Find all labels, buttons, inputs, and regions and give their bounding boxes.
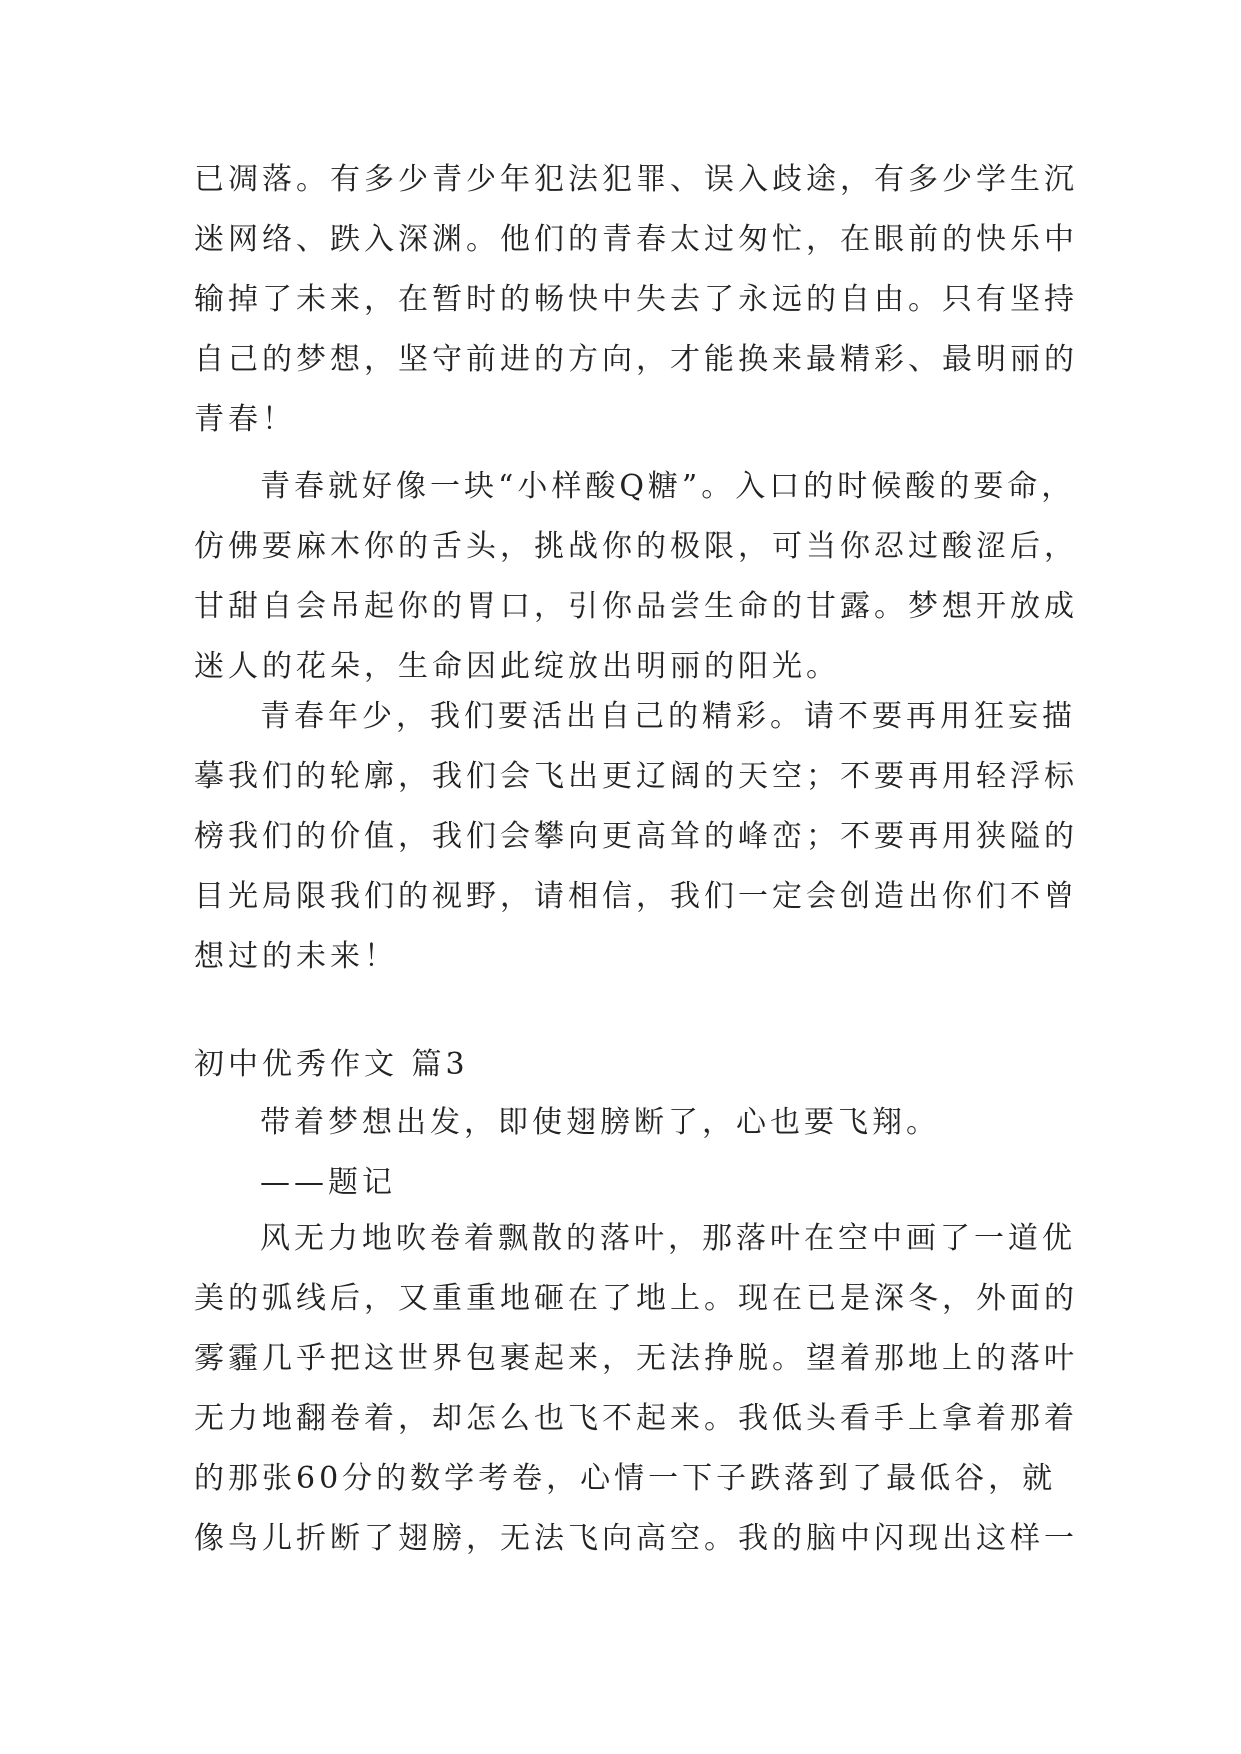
paragraph-continuation bbox=[194, 150, 1078, 450]
text-line: 青春年少，我们要活出自己的精彩。请不要再用狂妄描 bbox=[260, 699, 1076, 734]
text-line: 风无力地吹卷着飘散的落叶，那落叶在空中画了一道优 bbox=[260, 1221, 1076, 1256]
epigraph bbox=[194, 1093, 1054, 1213]
text-line: 仿佛要麻木你的舌头，挑战你的极限，可当你忍过酸涩后， bbox=[194, 529, 1078, 564]
text-line: 像鸟儿折断了翅膀，无法飞向高空。我的脑中闪现出这样一 bbox=[194, 1521, 1078, 1556]
section-heading: 初中优秀作文 篇3 bbox=[194, 1047, 469, 1082]
text-line: 青春！ bbox=[194, 402, 296, 437]
text-line: 迷网络、跌入深渊。他们的青春太过匆忙，在眼前的快乐中 bbox=[194, 222, 1078, 257]
text-line: 无力地翻卷着，却怎么也飞不起来。我低头看手上拿着那着 bbox=[194, 1401, 1078, 1436]
text-line: 雾霾几乎把这世界包裹起来，无法挣脱。望着那地上的落叶 bbox=[194, 1341, 1078, 1376]
text-line: 输掉了未来，在暂时的畅快中失去了永远的自由。只有坚持 bbox=[194, 282, 1078, 317]
text-line: 已凋落。有多少青少年犯法犯罪、误入歧途，有多少学生沉 bbox=[194, 162, 1078, 197]
text-line: 榜我们的价值，我们会攀向更高耸的峰峦；不要再用狭隘的 bbox=[194, 819, 1078, 854]
epigraph-attribution: ——题记 bbox=[260, 1165, 396, 1200]
text-line: 自己的梦想，坚守前进的方向，才能换来最精彩、最明丽的 bbox=[194, 342, 1078, 377]
text-line: 想过的未来！ bbox=[194, 939, 398, 974]
paragraph-youth bbox=[194, 687, 1078, 987]
text-line: 迷人的花朵，生命因此绽放出明丽的阳光。 bbox=[194, 649, 840, 684]
text-line: 摹我们的轮廓，我们会飞出更辽阔的天空；不要再用轻浮标 bbox=[194, 759, 1078, 794]
paragraph-sour-candy bbox=[194, 457, 1078, 697]
epigraph-quote: 带着梦想出发，即使翅膀断了，心也要飞翔。 bbox=[260, 1105, 940, 1140]
text-line: 美的弧线后，又重重地砸在了地上。现在已是深冬，外面的 bbox=[194, 1281, 1078, 1316]
paragraph-falling-leaves bbox=[194, 1209, 1078, 1569]
text-line: 青春就好像一块“小样酸Q糖”。入口的时候酸的要命， bbox=[260, 469, 1076, 504]
text-line: 目光局限我们的视野，请相信，我们一定会创造出你们不曾 bbox=[194, 879, 1078, 914]
text-line: 甘甜自会吊起你的胃口，引你品尝生命的甘露。梦想开放成 bbox=[194, 589, 1078, 624]
text-line: 的那张60分的数学考卷，心情一下子跌落到了最低谷，就 bbox=[194, 1461, 1057, 1496]
